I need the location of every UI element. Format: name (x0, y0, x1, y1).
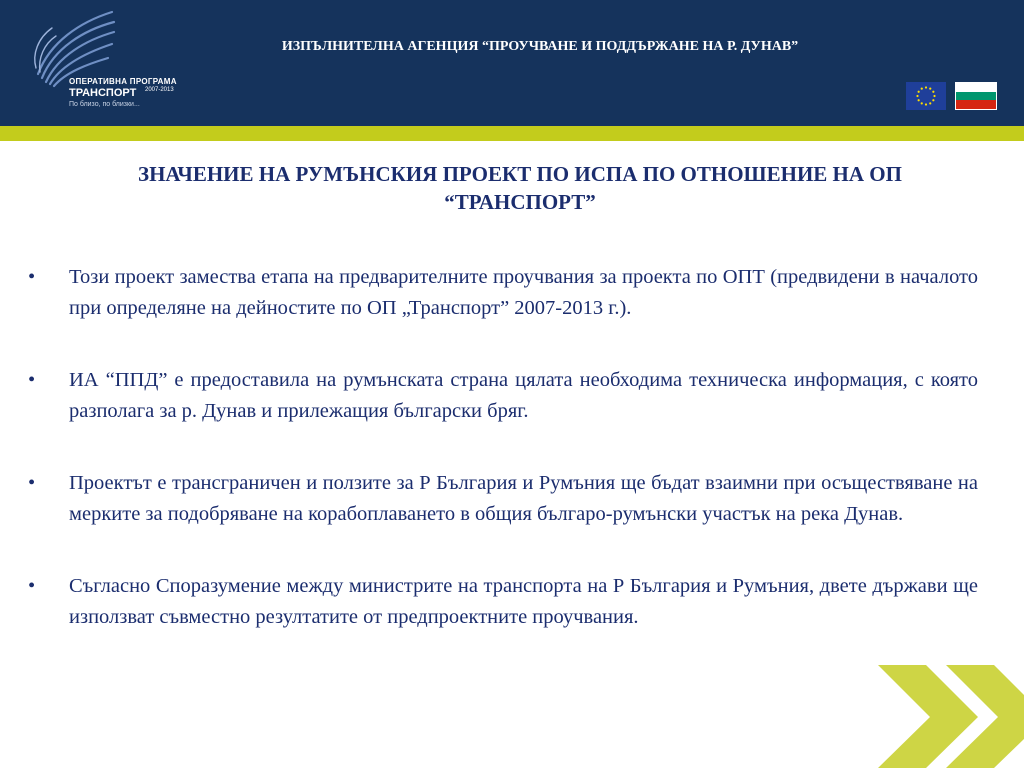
accent-band (0, 126, 1024, 141)
slide-title: ЗНАЧЕНИЕ НА РУМЪНСКИЯ ПРОЕКТ ПО ИСПА ПО ОТНОШЕНИЕ НА ОП “ТРАНСПОРТ” (138, 162, 902, 214)
double-chevron-decoration-icon (860, 665, 1024, 768)
eu-star (918, 99, 920, 101)
list-item (28, 262, 978, 324)
bulgarian-flag-icon (955, 82, 997, 110)
eu-star (932, 99, 934, 101)
header-bar (0, 0, 1024, 126)
agency-name: ИЗПЪЛНИТЕЛНА АГЕНЦИЯ “ПРОУЧВАНЕ И ПОДДЪРЖАНЕ НА Р. ДУНАВ” (281, 39, 799, 54)
eu-star (918, 91, 920, 93)
eu-star (925, 86, 927, 88)
logo-years: 2007-2013 (145, 87, 174, 93)
bullet-mark: • (28, 472, 36, 494)
list-item (28, 365, 978, 427)
bullet-mark: • (28, 266, 36, 288)
eu-star (929, 102, 931, 104)
eu-star (929, 88, 931, 90)
bullet-text: Съгласно Споразумение между министрите на транспорта на Р България и Румъния, двете държави ще използват съвместно резултатите от предпроектните проучвания. (69, 575, 978, 628)
logo-slogan: По близо, по близки... (69, 101, 140, 108)
bullet-text: Проектът е трансграничен и ползите за Р България и Румъния ще бъдат взаимни при осъществяване на мерките за подобряване на корабоплаването в общия българо-румънски участък на река Дунав. (69, 472, 978, 525)
eu-star (916, 95, 918, 97)
eu-star (921, 102, 923, 104)
bullet-text: ИА “ППД” е предоставила на румънската страна цялата необходима техническа информация, с която разполага за р. Дунав и прилежащия български бряг. (69, 369, 978, 422)
logo-line2: ТРАНСПОРТ (69, 87, 137, 99)
logo-line1: ОПЕРАТИВНА ПРОГРАМА (69, 77, 177, 86)
bullet-mark: • (28, 575, 36, 597)
eu-star (925, 103, 927, 105)
bullet-text: Този проект замества етапа на предварителните проучвания за проекта по ОПТ (предвидени в началото при определяне на дейностите по ОП „Транспорт” 2007-2013 г.). (69, 266, 978, 319)
eu-flag-icon (906, 82, 946, 110)
eu-star (933, 95, 935, 97)
eu-star (932, 91, 934, 93)
eu-star (921, 88, 923, 90)
bullet-mark: • (28, 369, 36, 391)
list-item (28, 468, 978, 530)
bullet-list (28, 262, 978, 633)
list-item (28, 571, 978, 633)
